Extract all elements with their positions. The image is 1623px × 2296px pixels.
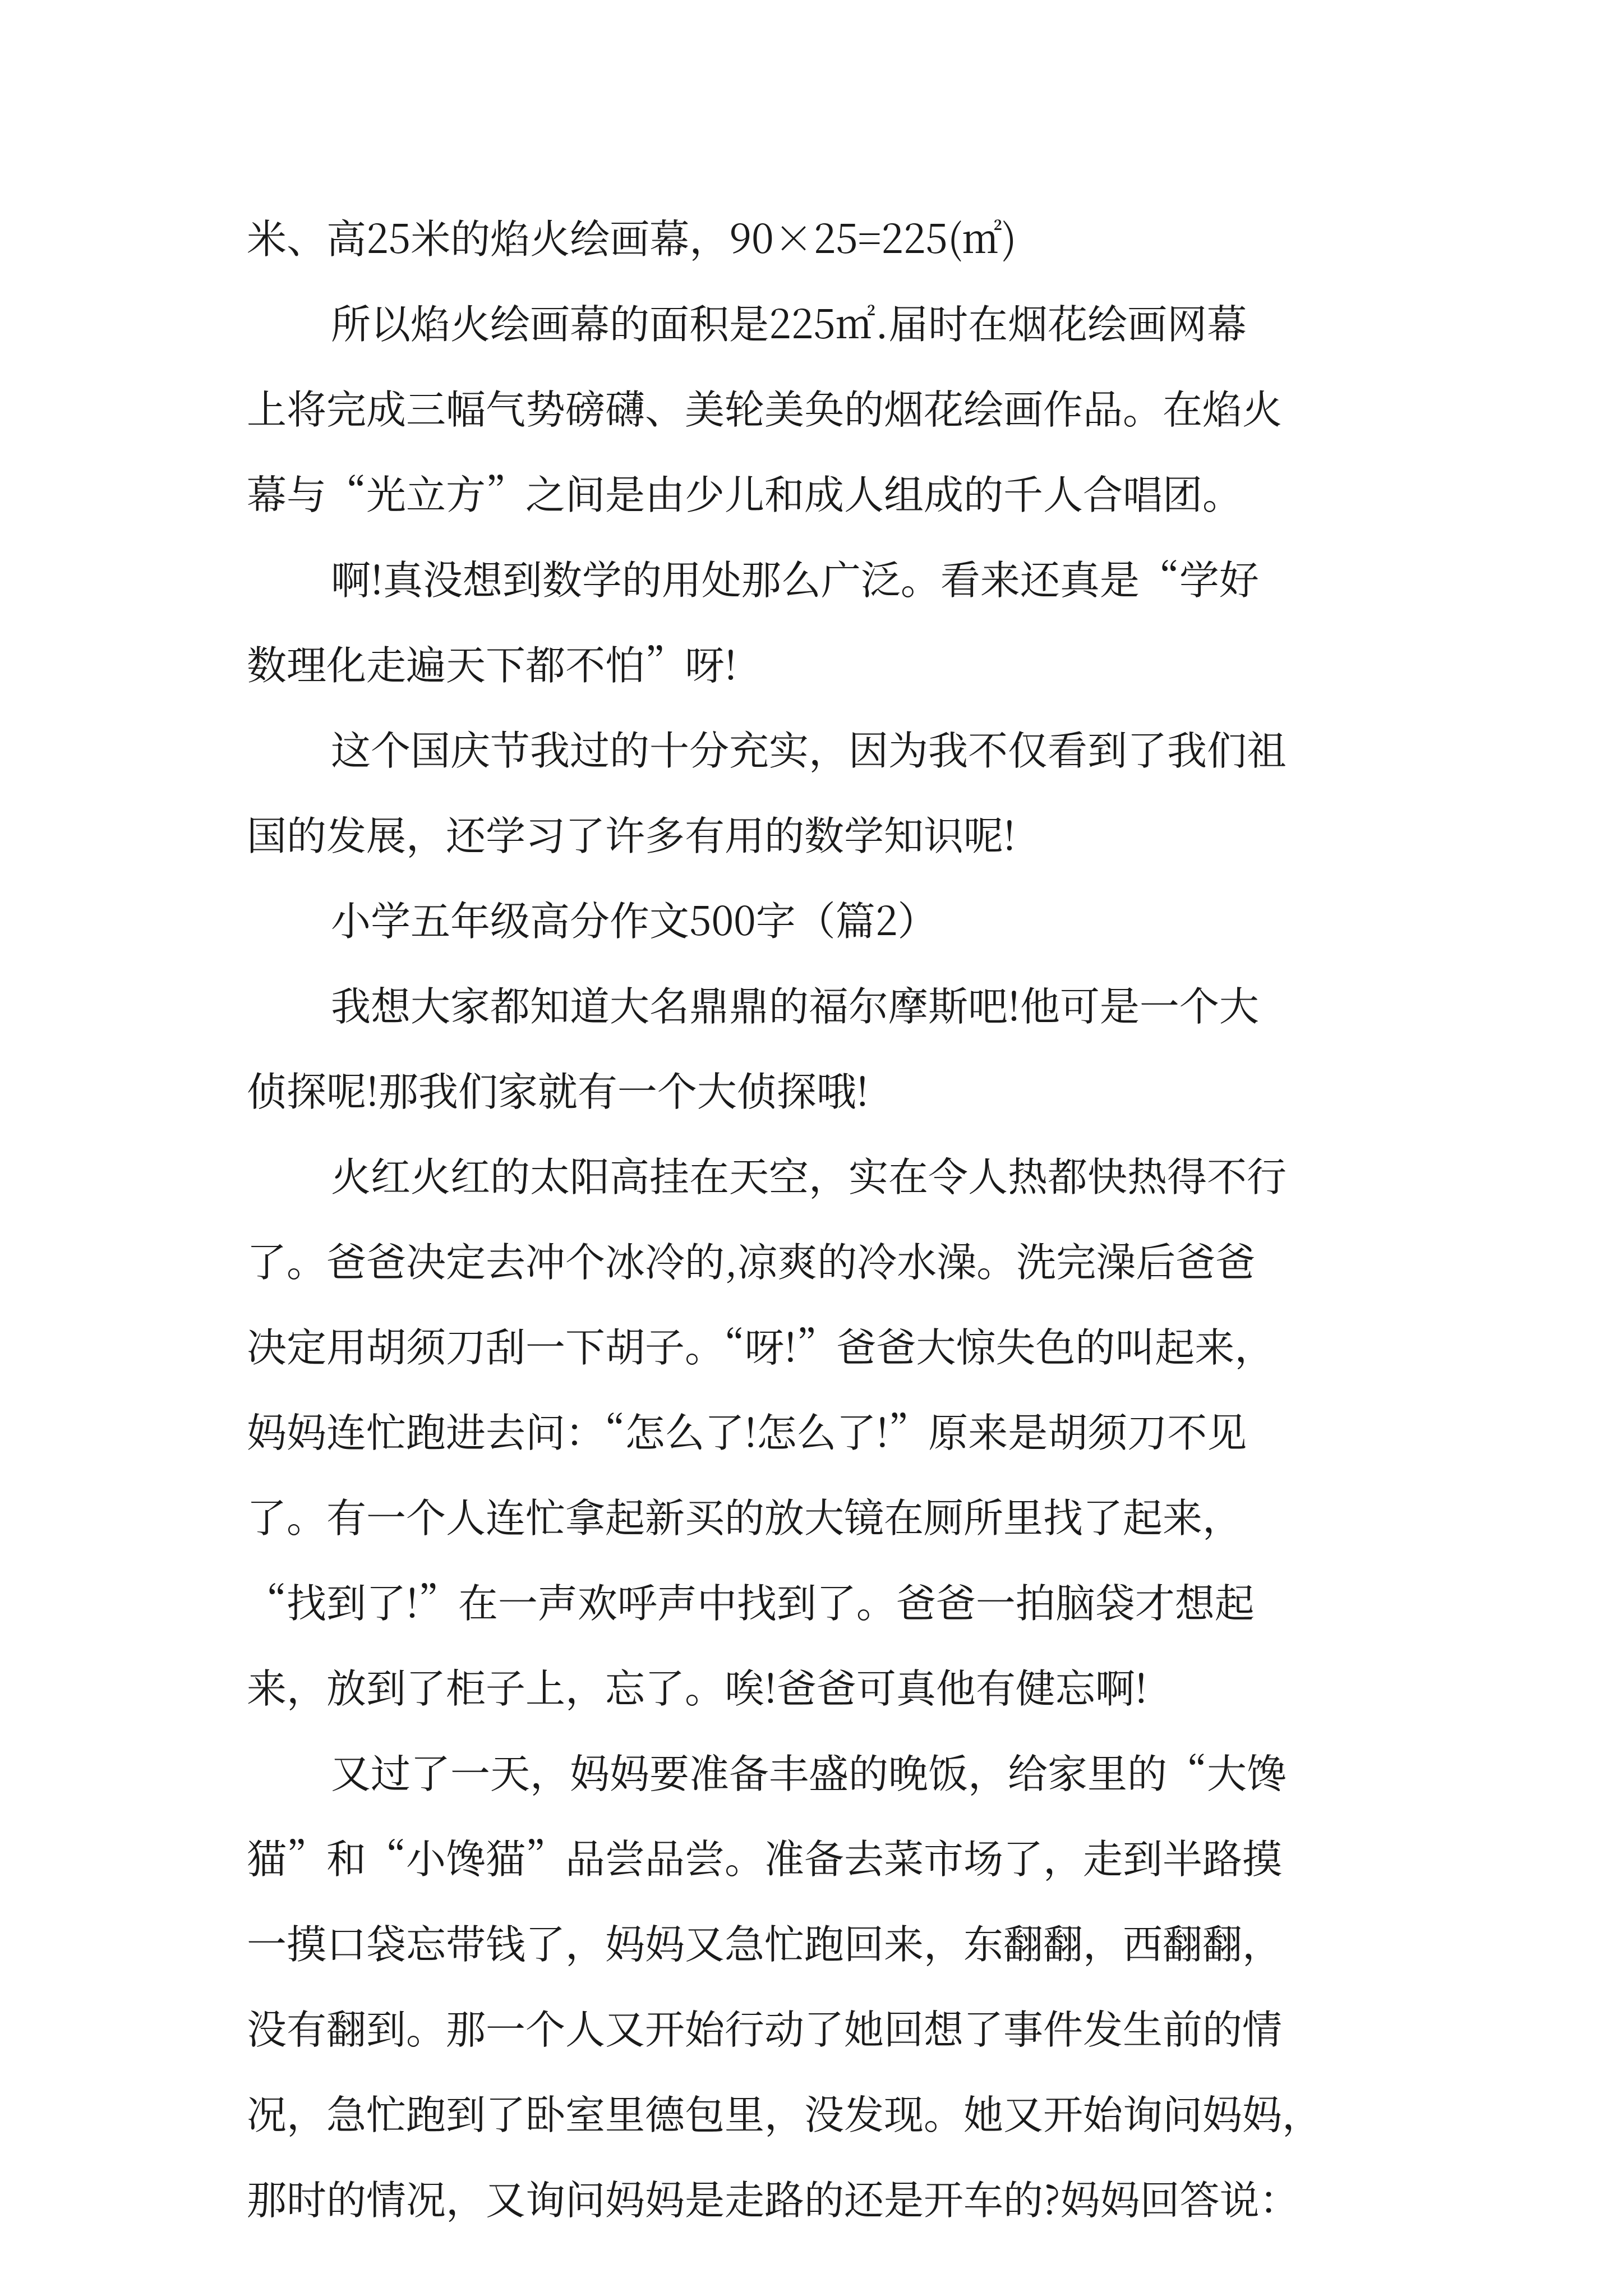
text-line: 上将完成三幅气势磅礴、美轮美奂的烟花绘画作品。在焰火	[247, 378, 1283, 435]
text-line: 国的发展，还学习了许多有用的数学知识呢!	[247, 804, 1016, 862]
text-line: 猫”和“小馋猫”品尝品尝。准备去菜市场了，走到半路摸	[247, 1828, 1283, 1885]
text-line: “找到了!”在一声欢呼声中找到了。爸爸一拍脑袋才想起	[247, 1572, 1255, 1629]
text-line: 了。有一个人连忙拿起新买的放大镜在厕所里找了起来，	[247, 1487, 1243, 1544]
text-line: 米、高25米的焰火绘画幕，90×25=225(㎡)	[247, 208, 1017, 265]
text-line: 妈妈连忙跑进去问：“怎么了!怎么了!”原来是胡须刀不见	[247, 1401, 1247, 1458]
paragraph-start-line: 所以焰火绘画幕的面积是225㎡.届时在烟花绘画网幕	[331, 293, 1247, 350]
paragraph-start-line: 又过了一天，妈妈要准备丰盛的晚饭，给家里的“大馋	[331, 1742, 1287, 1800]
text-line: 数理化走遍天下都不怕”呀!	[247, 634, 737, 691]
text-line: 侦探呢!那我们家就有一个大侦探哦!	[247, 1060, 869, 1117]
text-line: 决定用胡须刀刮一下胡子。“呀!”爸爸大惊失色的叫起来，	[247, 1316, 1275, 1373]
text-line: 了。爸爸决定去冲个冰冷的,凉爽的冷水澡。洗完澡后爸爸	[247, 1231, 1256, 1288]
section-heading: 小学五年级高分作文500字（篇2）	[331, 890, 938, 947]
essay-body	[247, 194, 1413, 2240]
text-line: 来，放到了柜子上，忘了。唉!爸爸可真他有健忘啊!	[247, 1657, 1147, 1714]
text-line: 况，急忙跑到了卧室里德包里，没发现。她又开始询问妈妈，	[247, 2083, 1322, 2141]
paragraph-start-line: 这个国庆节我过的十分充实，因为我不仅看到了我们祖	[331, 719, 1287, 776]
paragraph-start-line: 火红火红的太阳高挂在天空，实在令人热都快热得不行	[331, 1145, 1287, 1203]
text-line: 那时的情况，又询问妈妈是走路的还是开车的?妈妈回答说：	[247, 2169, 1299, 2226]
text-line: 幕与“光立方”之间是由少儿和成人组成的千人合唱团。	[247, 463, 1243, 521]
text-line: 没有翻到。那一个人又开始行动了她回想了事件发生前的情	[247, 1998, 1283, 2055]
text-line: 一摸口袋忘带钱了，妈妈又急忙跑回来，东翻翻，西翻翻，	[247, 1913, 1283, 1970]
paragraph-start-line: 啊!真没想到数学的用处那么广泛。看来还真是“学好	[331, 549, 1259, 606]
paragraph-start-line: 我想大家都知道大名鼎鼎的福尔摩斯吧!他可是一个大	[331, 975, 1259, 1032]
